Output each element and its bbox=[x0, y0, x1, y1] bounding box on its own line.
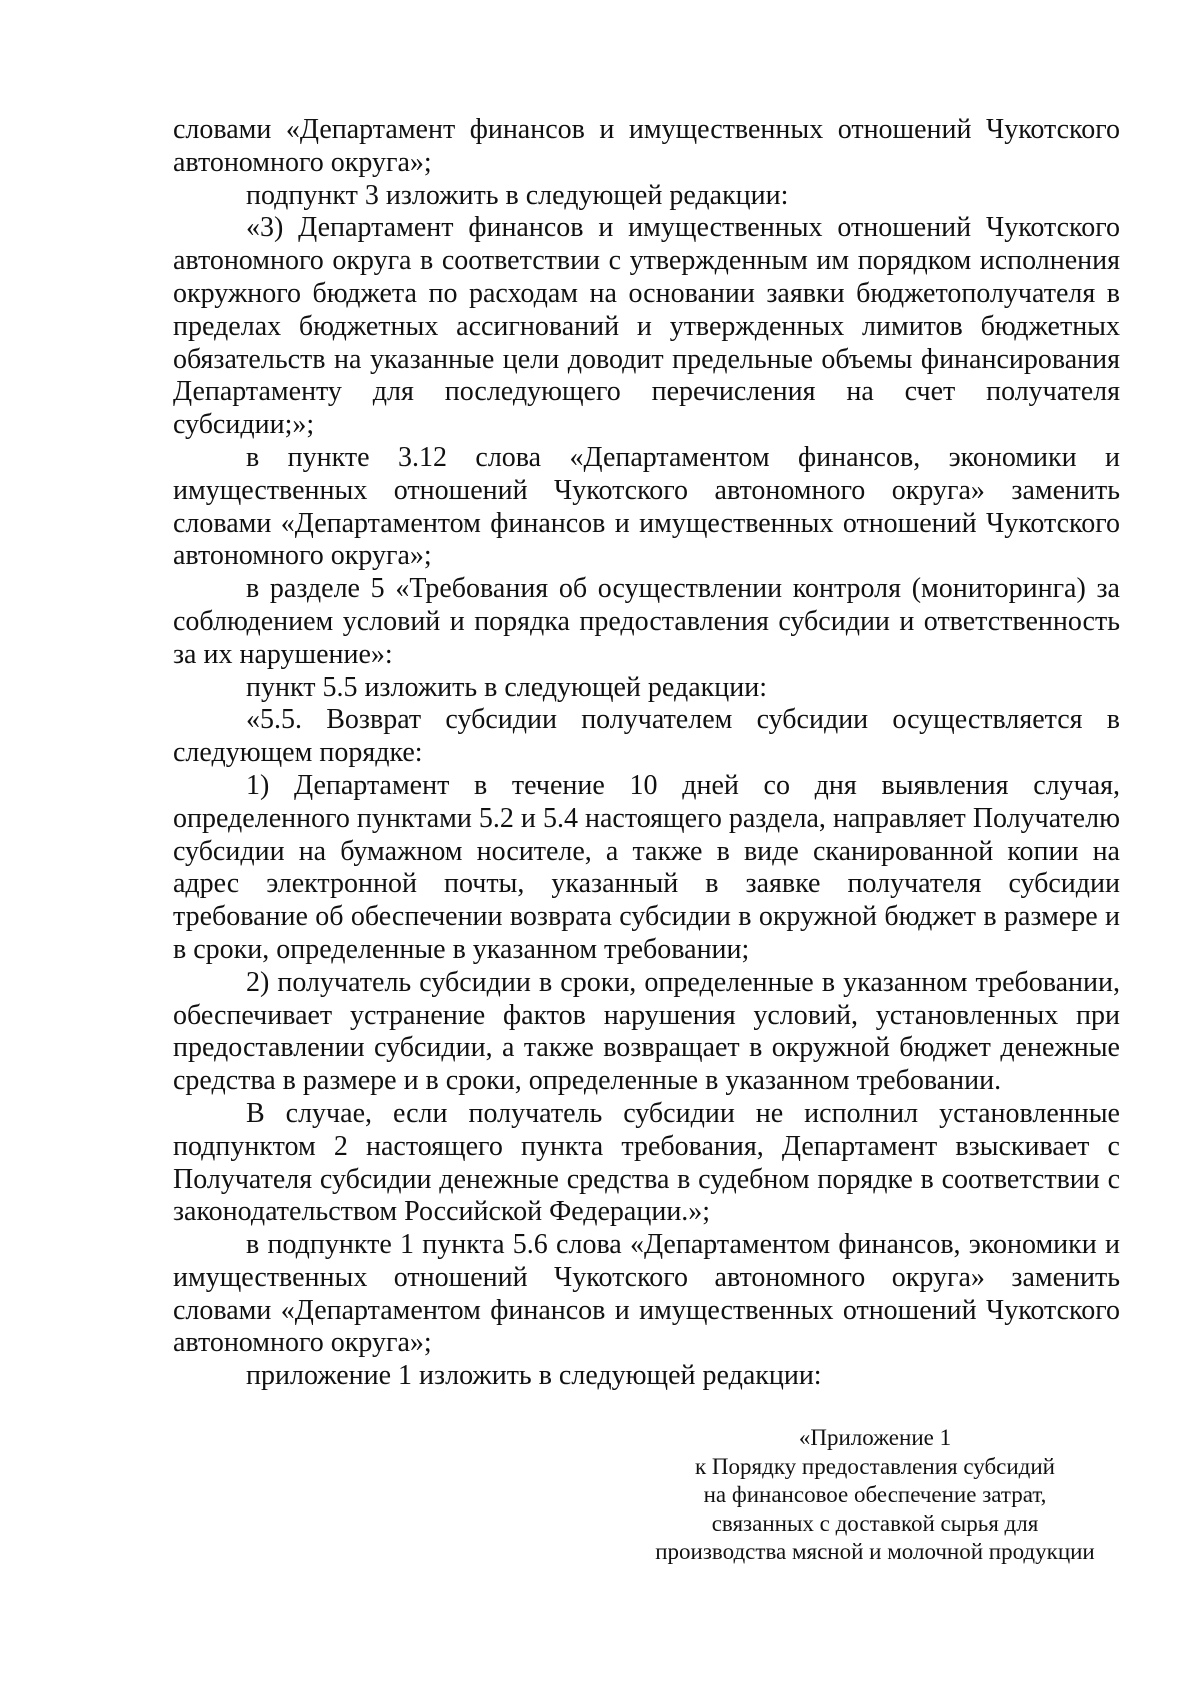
appendix-line-4: связанных с доставкой сырья для bbox=[711, 1510, 1039, 1536]
appendix-line-5: производства мясной и молочной продукции bbox=[655, 1539, 1095, 1565]
appendix-header bbox=[640, 1424, 1110, 1567]
paragraph-8: 1) Департамент в течение 10 дней со дня выявления случая, определенного пунктами 5.2 и 5.4 настоящего раздела, направляет Получателю субсидии на бумажном носителе, а также в виде сканированной копии на адрес электронной почты, указанный в заявке получателя субсидии требование об обеспечении возврата субсидии в окружной бюджет в размере и в сроки, определенные в указанном требовании; bbox=[173, 769, 1120, 965]
paragraph-5: в разделе 5 «Требования об осуществлении контроля (мониторинга) за соблюдением условий и порядка предоставления субсидии и ответственность за их нарушение»: bbox=[173, 573, 1120, 670]
paragraph-4: в пункте 3.12 слова «Департаментом финансов, экономики и имущественных отношений Чукотского автономного округа» заменить словами «Департаментом финансов и имущественных отношений Чукотского автономного округа»; bbox=[173, 441, 1120, 572]
paragraph-2: подпункт 3 изложить в следующей редакции: bbox=[246, 179, 789, 211]
document-body bbox=[173, 114, 1120, 1393]
paragraph-11: в подпункте 1 пункта 5.6 слова «Департаментом финансов, экономики и имущественных отношений Чукотского автономного округа» заменить словами «Департаментом финансов и имущественных отношений Чукотского автономного округа»; bbox=[173, 1229, 1120, 1359]
paragraph-12: приложение 1 изложить в следующей редакции: bbox=[246, 1360, 822, 1392]
appendix-line-2: к Порядку предоставления субсидий bbox=[695, 1453, 1055, 1479]
paragraph-1: словами «Департамент финансов и имущественных отношений Чукотского автономного округа»; bbox=[173, 114, 1120, 178]
appendix-line-1: «Приложение 1 bbox=[798, 1425, 952, 1450]
paragraph-7: «5.5. Возврат субсидии получателем субсидии осуществляется в следующем порядке: bbox=[173, 704, 1120, 769]
paragraph-3: «3) Департамент финансов и имущественных отношений Чукотского автономного округа в соответствии с утвержденным им порядком исполнения окружного бюджета по расходам на основании заявки бюджетополучателя в пределах бюджетных ассигнований и утвержденных лимитов бюджетных обязательств на указанные цели доводит предельные объемы финансирования Департаменту для последующего перечисления на счет получателя субсидии;»; bbox=[173, 212, 1120, 441]
appendix-line-3: на финансовое обеспечение затрат, bbox=[703, 1482, 1047, 1508]
paragraph-10: В случае, если получатель субсидии не исполнил установленные подпунктом 2 настоящего пункта требования, Департамент взыскивает с Получателя субсидии денежные средства в судебном порядке в соответствии с законодательством Российской Федерации.»; bbox=[173, 1097, 1120, 1228]
paragraph-6: пункт 5.5 изложить в следующей редакции: bbox=[246, 671, 767, 703]
paragraph-9: 2) получатель субсидии в сроки, определенные в указанном требовании, обеспечивает устранение фактов нарушения условий, установленных при предоставлении субсидии, а также возвращает в окружной бюджет денежные средства в размере и в сроки, определенные в указанном требовании. bbox=[173, 966, 1120, 1097]
